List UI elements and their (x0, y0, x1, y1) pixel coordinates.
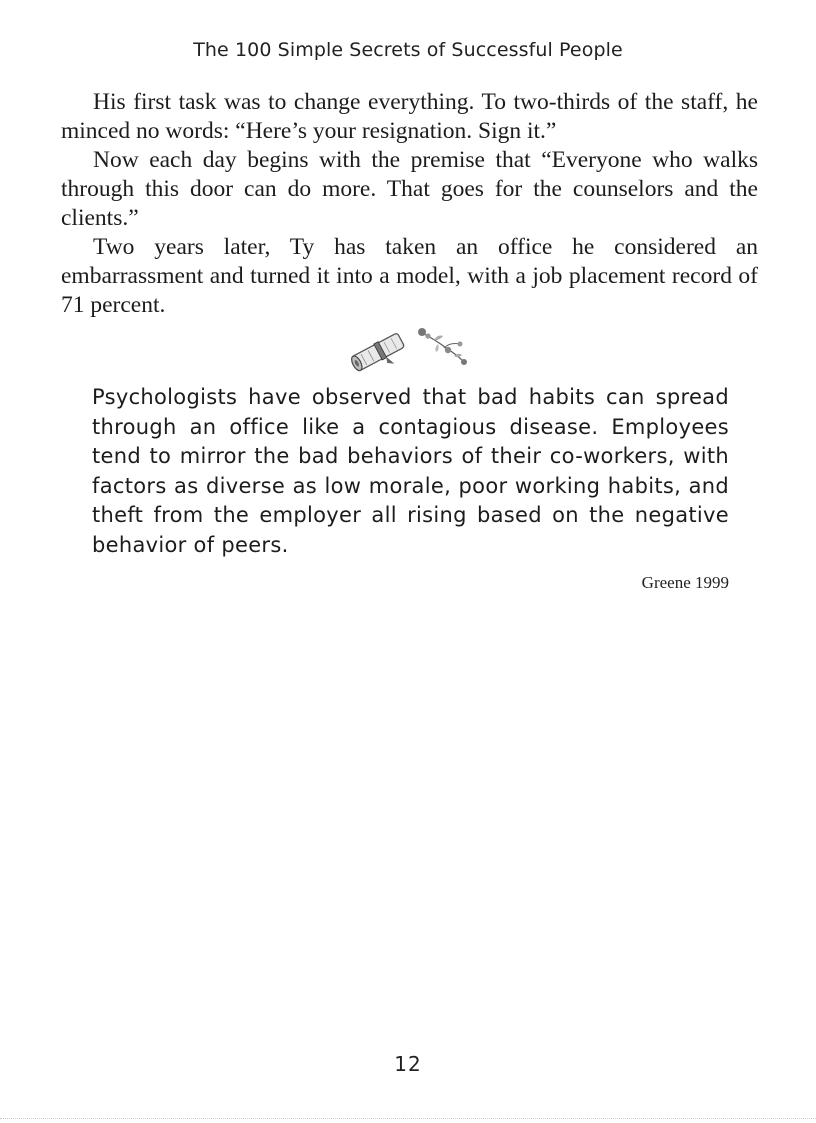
body-paragraph: His first task was to change everything. To two-thirds of the staff, he minced no words: “Here’s your resignation. Sign it.” (61, 89, 758, 144)
sidebar-text: Psychologists have observed that bad habits can spread through an office like a contagious disease. Employees tend to mirror the bad behaviors of their co-workers, with factors as diverse as low morale, poor working habits, and theft from the employer all rising based on the negative behavior of peers. (92, 385, 729, 557)
running-header: The 100 Simple Secrets of Successful People (193, 39, 623, 61)
citation: Greene 1999 (641, 573, 729, 592)
page-number: 12 (394, 1052, 422, 1076)
body-paragraph: Two years later, Ty has taken an office he considered an embarrassment and turned it into a model, with a job placement record of 71 percent. (61, 234, 758, 318)
body-paragraph: Now each day begins with the premise that “Everyone who walks through this door can do more. That goes for the counselors and the clients.” (61, 147, 758, 231)
page-edge-divider (0, 1118, 816, 1119)
sidebar-quote (92, 383, 729, 593)
body-text (61, 88, 758, 320)
diploma-scroll-with-flowers-icon (348, 318, 478, 374)
